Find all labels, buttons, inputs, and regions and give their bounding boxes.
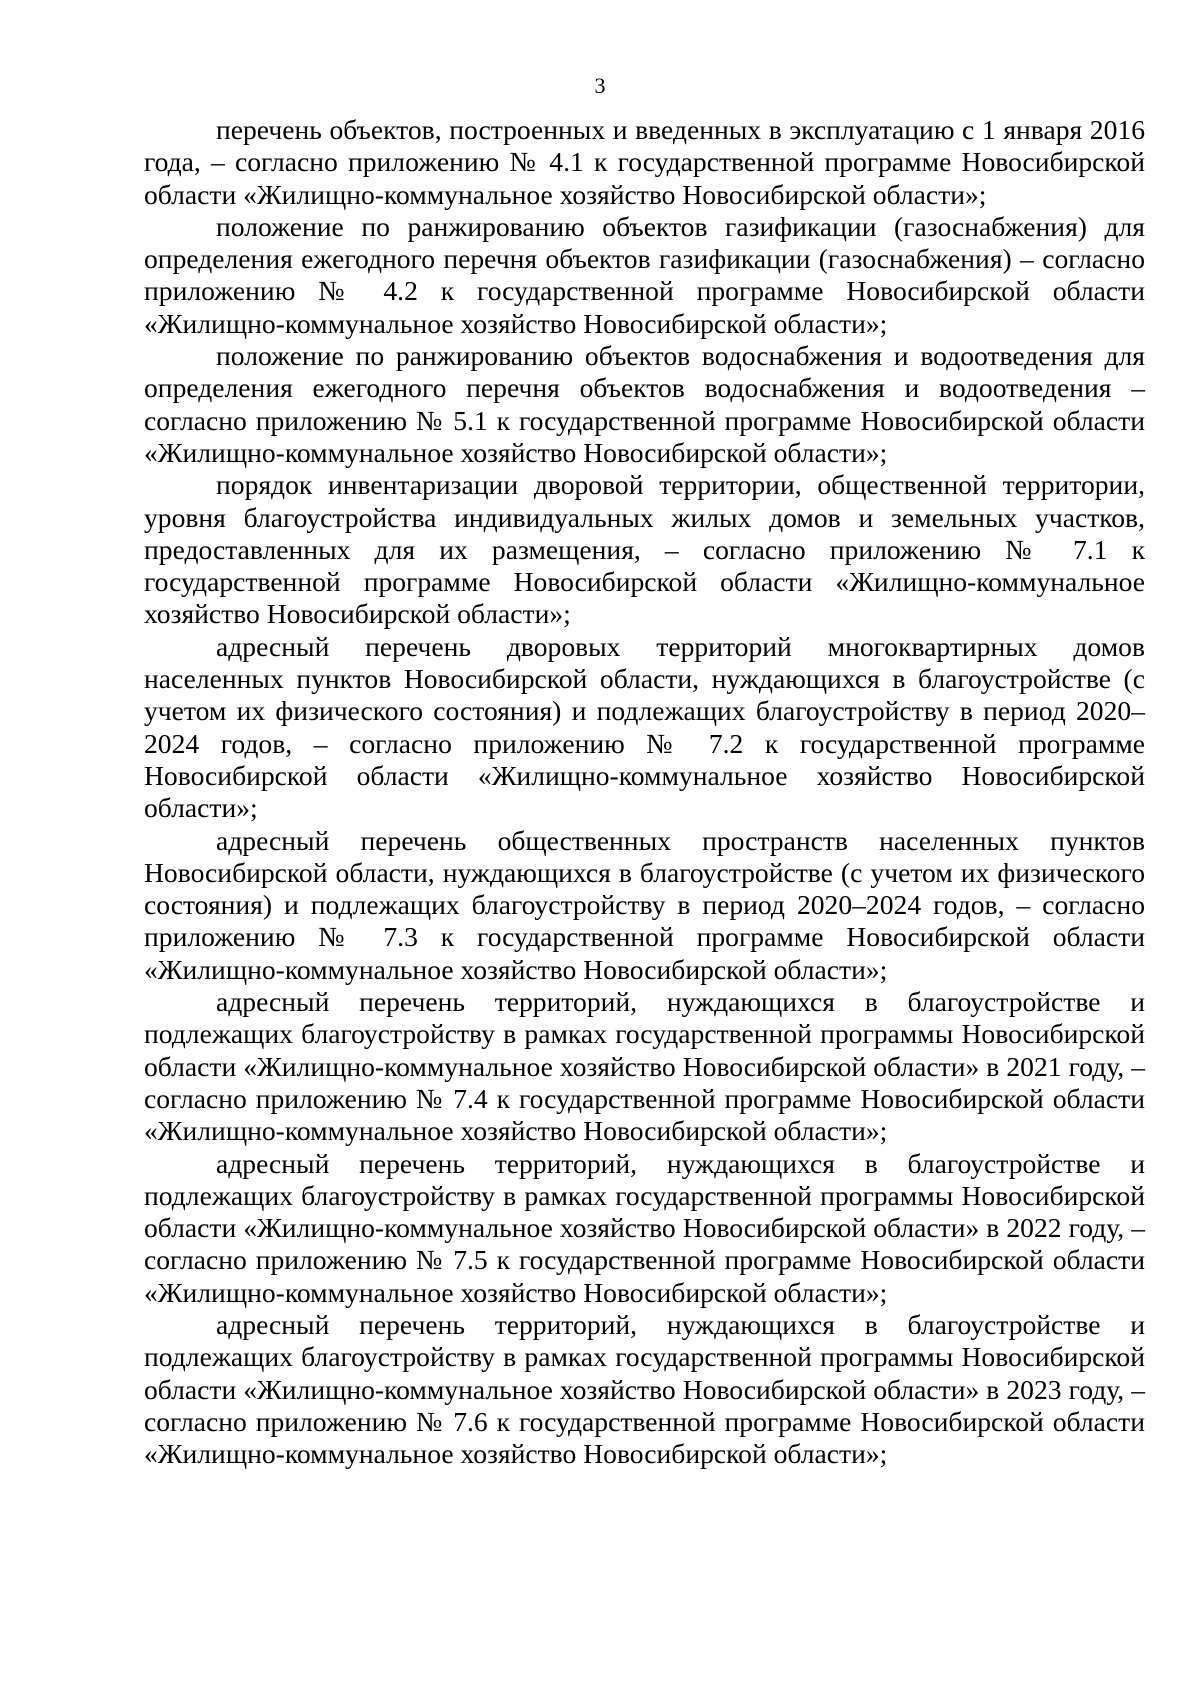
paragraph-gas-ranking: положение по ранжированию объектов газификации (газоснабжения) для определения ежегодного перечня объектов газификации (газоснабжения) – согласно приложению № 4.2 к государственной программе Новосибирской области «Жилищно-коммунальное хозяйство Новосибирской области»; [144,210,1145,339]
page-number: 3 [594,73,606,98]
paragraph-territories-2023: адресный перечень территорий, нуждающихся в благоустройстве и подлежащих благоустройству в рамках государственной программы Новосибирской области «Жилищно-коммунальное хозяйство Новосибирской области» в 2023 году, – согласно приложению № 7.6 к государственной программе Новосибирской области «Жилищно-коммунальное хозяйство Новосибирской области»; [144,1308,1145,1470]
paragraph-item-list-4-1: перечень объектов, построенных и введенных в эксплуатацию с 1 января 2016 года, – согласно приложению № 4.1 к государственной программе Новосибирской области «Жилищно-коммунальное хозяйство Новосибирской области»; [144,114,1145,210]
paragraph-public-spaces-list: адресный перечень общественных пространств населенных пунктов Новосибирской области, нуждающихся в благоустройстве (с учетом их физического состояния) и подлежащих благоустройству в период 2020–2024 годов, – согласно приложению № 7.3 к государственной программе Новосибирской области «Жилищно-коммунальное хозяйство Новосибирской области»; [144,824,1145,985]
paragraph-courtyards-list: адресный перечень дворовых территорий многоквартирных домов населенных пунктов Новосибирской области, нуждающихся в благоустройстве (с учетом их физического состояния) и подлежащих благоустройству в период 2020–2024 годов, – согласно приложению № 7.2 к государственной программе Новосибирской области «Жилищно-коммунальное хозяйство Новосибирской области»; [144,630,1145,824]
paragraph-water-ranking: положение по ранжированию объектов водоснабжения и водоотведения для определения ежегодного перечня объектов водоснабжения и водоотведения – согласно приложению № 5.1 к государственной программе Новосибирской области «Жилищно-коммунальное хозяйство Новосибирской области»; [144,340,1145,468]
paragraph-inventory-order: порядок инвентаризации дворовой территории, общественной территории, уровня благоустройства индивидуальных жилых домов и земельных участков, предоставленных для их размещения, – согласно приложению № 7.1 к государственной программе Новосибирской области «Жилищно-коммунальное хозяйство Новосибирской области»; [144,469,1145,630]
document-body [144,114,1145,1470]
paragraph-territories-2022: адресный перечень территорий, нуждающихся в благоустройстве и подлежащих благоустройству в рамках государственной программы Новосибирской области «Жилищно-коммунальное хозяйство Новосибирской области» в 2022 году, – согласно приложению № 7.5 к государственной программе Новосибирской области «Жилищно-коммунальное хозяйство Новосибирской области»; [144,1147,1145,1308]
paragraph-territories-2021: адресный перечень территорий, нуждающихся в благоустройстве и подлежащих благоустройству в рамках государственной программы Новосибирской области «Жилищно-коммунальное хозяйство Новосибирской области» в 2021 году, – согласно приложению № 7.4 к государственной программе Новосибирской области «Жилищно-коммунальное хозяйство Новосибирской области»; [144,986,1145,1147]
